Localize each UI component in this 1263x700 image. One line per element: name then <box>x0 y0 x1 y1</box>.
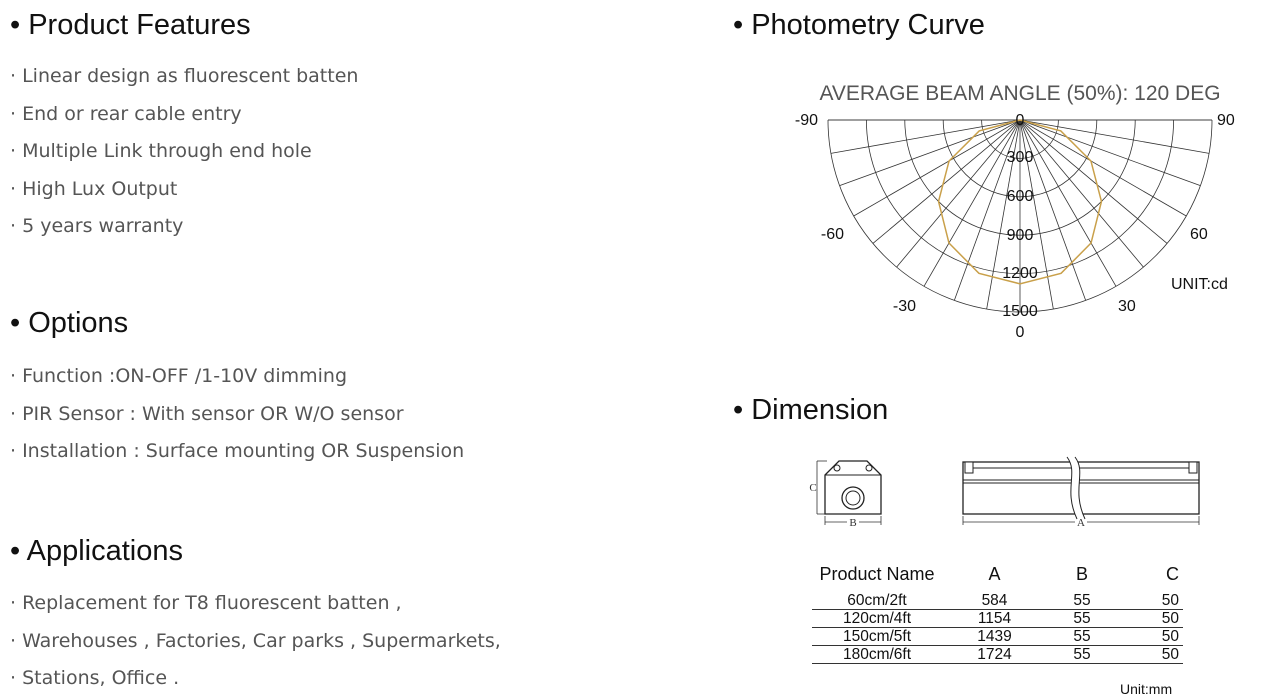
table-cell: 180cm/6ft <box>812 646 942 664</box>
list-item: · Warehouses , Factories, Car parks , Supermarkets, <box>10 629 501 652</box>
radial-label-900: 900 <box>1006 227 1034 244</box>
applications-heading: • Applications <box>10 535 183 567</box>
table-row <box>812 646 1183 664</box>
dimension-label-a: A <box>1077 517 1085 529</box>
table-cell: 50 <box>1117 628 1183 646</box>
table-cell: 60cm/2ft <box>812 592 942 610</box>
table-cell: 50 <box>1117 646 1183 664</box>
table-cell: 1154 <box>942 610 1047 628</box>
unit-label: UNIT:cd <box>1171 276 1228 293</box>
product-features-heading: • Product Features <box>10 9 251 41</box>
table-cell: 120cm/4ft <box>812 610 942 628</box>
angle-label-60: 60 <box>1190 226 1208 243</box>
photometry-chart <box>760 75 1263 355</box>
table-row <box>812 610 1183 628</box>
table-header-row <box>812 556 1183 592</box>
list-item: · High Lux Output <box>10 177 178 200</box>
dimension-heading: • Dimension <box>733 394 889 426</box>
table-row <box>812 592 1183 610</box>
table-cell: 50 <box>1117 592 1183 610</box>
column-header: A <box>988 563 1001 584</box>
product-features-list <box>10 58 358 246</box>
list-item: · Function :ON-OFF /1-10V dimming <box>10 365 348 387</box>
radial-label-1200: 1200 <box>1002 265 1038 282</box>
table-cell: 55 <box>1047 592 1117 610</box>
list-item: · Installation : Surface mounting OR Suspension <box>10 440 465 462</box>
list-item: · Replacement for T8 fluorescent batten , <box>10 592 402 614</box>
list-item: · Linear design as fluorescent batten <box>10 65 359 87</box>
table-cell: 584 <box>942 592 1047 610</box>
column-header: Product Name <box>819 563 935 584</box>
side-view-drawing <box>955 455 1205 530</box>
list-item: · 5 years warranty <box>10 215 184 237</box>
photometry-heading: • Photometry Curve <box>733 9 985 41</box>
dimension-label-c: C <box>809 482 817 494</box>
table-cell: 55 <box>1047 646 1117 664</box>
column-header: C <box>1166 563 1179 584</box>
list-item: · End or rear cable entry <box>10 102 242 125</box>
radial-label-1500: 1500 <box>1002 303 1038 320</box>
angle-label-minus-30: -30 <box>892 298 916 315</box>
table-cell: 1724 <box>942 646 1047 664</box>
end-view-drawing <box>805 455 895 527</box>
list-item: · PIR Sensor : With sensor OR W/O sensor <box>10 402 404 425</box>
table-cell: 50 <box>1117 610 1183 628</box>
beam-angle-label: AVERAGE BEAM ANGLE (50%): 120 DEG <box>819 82 1221 105</box>
angle-label-0-top: 0 <box>1015 112 1025 129</box>
angle-label-0-bottom: 0 <box>1015 324 1025 341</box>
table-cell: 55 <box>1047 628 1117 646</box>
list-item: · Multiple Link through end hole <box>10 140 312 162</box>
list-item: · Stations, Office . <box>10 667 180 689</box>
table-row <box>812 628 1183 646</box>
table-cell: 1439 <box>942 628 1047 646</box>
applications-list <box>10 585 501 698</box>
dimension-table <box>812 556 1183 664</box>
angle-label-minus-90: -90 <box>794 112 818 129</box>
options-heading: • Options <box>10 307 129 339</box>
angle-label-30: 30 <box>1118 298 1136 315</box>
radial-label-300: 300 <box>1006 149 1034 166</box>
table-cell: 150cm/5ft <box>812 628 942 646</box>
angle-label-90: 90 <box>1217 112 1235 129</box>
angle-label-minus-60: -60 <box>820 226 844 243</box>
radial-label-600: 600 <box>1006 188 1034 205</box>
table-cell: 55 <box>1047 610 1117 628</box>
dimension-label-b: B <box>849 517 857 527</box>
options-list <box>10 358 464 471</box>
column-header: B <box>1075 563 1088 584</box>
unit-mm-label: Unit:mm <box>1120 681 1173 697</box>
